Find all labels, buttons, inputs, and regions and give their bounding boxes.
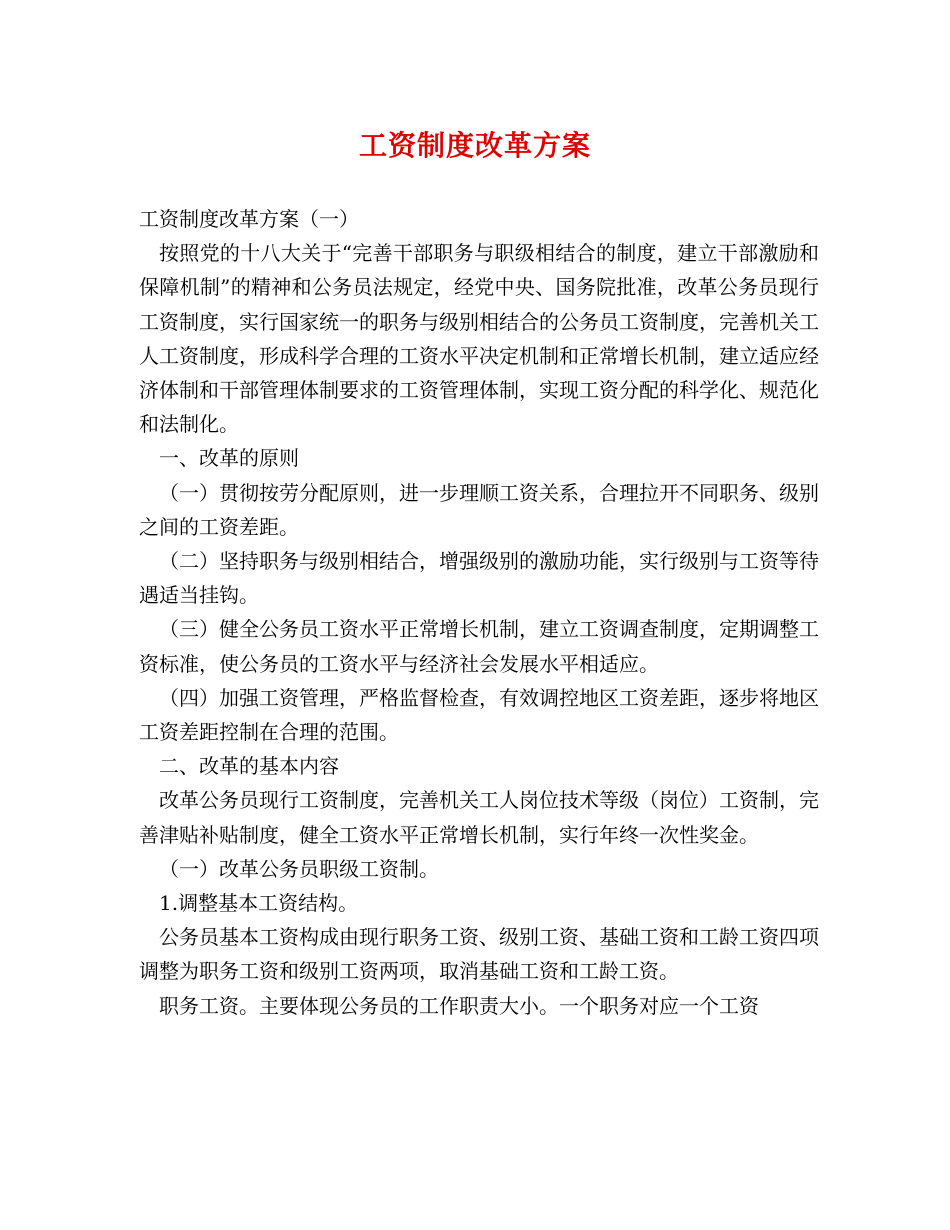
paragraph: （二）坚持职务与级别相结合，增强级别的激励功能，实行级别与工资等待遇适当挂钩。 xyxy=(139,549,819,608)
section-heading: 二、改革的基本内容 xyxy=(159,754,339,779)
paragraph: （一）贯彻按劳分配原则，进一步理顺工资关系，合理拉开不同职务、级别之间的工资差距。 xyxy=(139,480,819,539)
document-title: 工资制度改革方案 xyxy=(358,129,591,162)
document-body xyxy=(139,202,819,1023)
paragraph: （四）加强工资管理，严格监督检查，有效调控地区工资差距，逐步将地区工资差距控制在合理的范围。 xyxy=(139,685,819,745)
sub-heading: （一）改革公务员职级工资制。 xyxy=(159,856,439,881)
paragraph: 按照党的十八大关于“完善干部职务与职级相结合的制度，建立干部激励和保障机制”的精神和公务员法规定，经党中央、国务院批准，改革公务员现行工资制度，实行国家统一的职务与级别相结合的公务员工资制度，完善机关工人工资制度，形成科学合理的工资水平决定机制和正常增长机制，建立适应经济体制和干部管理体制要求的工资管理体制，实现工资分配的科学化、规范化和法制化。 xyxy=(139,241,819,437)
section-heading: 工资制度改革方案（一） xyxy=(139,207,359,231)
paragraph: 改革公务员现行工资制度，完善机关工人岗位技术等级（岗位）工资制，完善津贴补贴制度，健全工资水平正常增长机制，实行年终一次性奖金。 xyxy=(139,788,819,847)
paragraph: （三）健全公务员工资水平正常增长机制，建立工资调查制度，定期调整工资标准，使公务员的工资水平与经济社会发展水平相适应。 xyxy=(139,617,819,676)
section-heading: 一、改革的原则 xyxy=(159,446,299,471)
sub-heading: 1.调整基本工资结构。 xyxy=(159,891,359,916)
paragraph: 公务员基本工资构成由现行职务工资、级别工资、基础工资和工龄工资四项调整为职务工资和级别工资两项，取消基础工资和工龄工资。 xyxy=(139,925,819,984)
paragraph: 职务工资。主要体现公务员的工作职责大小。一个职务对应一个工资 xyxy=(159,993,759,1018)
